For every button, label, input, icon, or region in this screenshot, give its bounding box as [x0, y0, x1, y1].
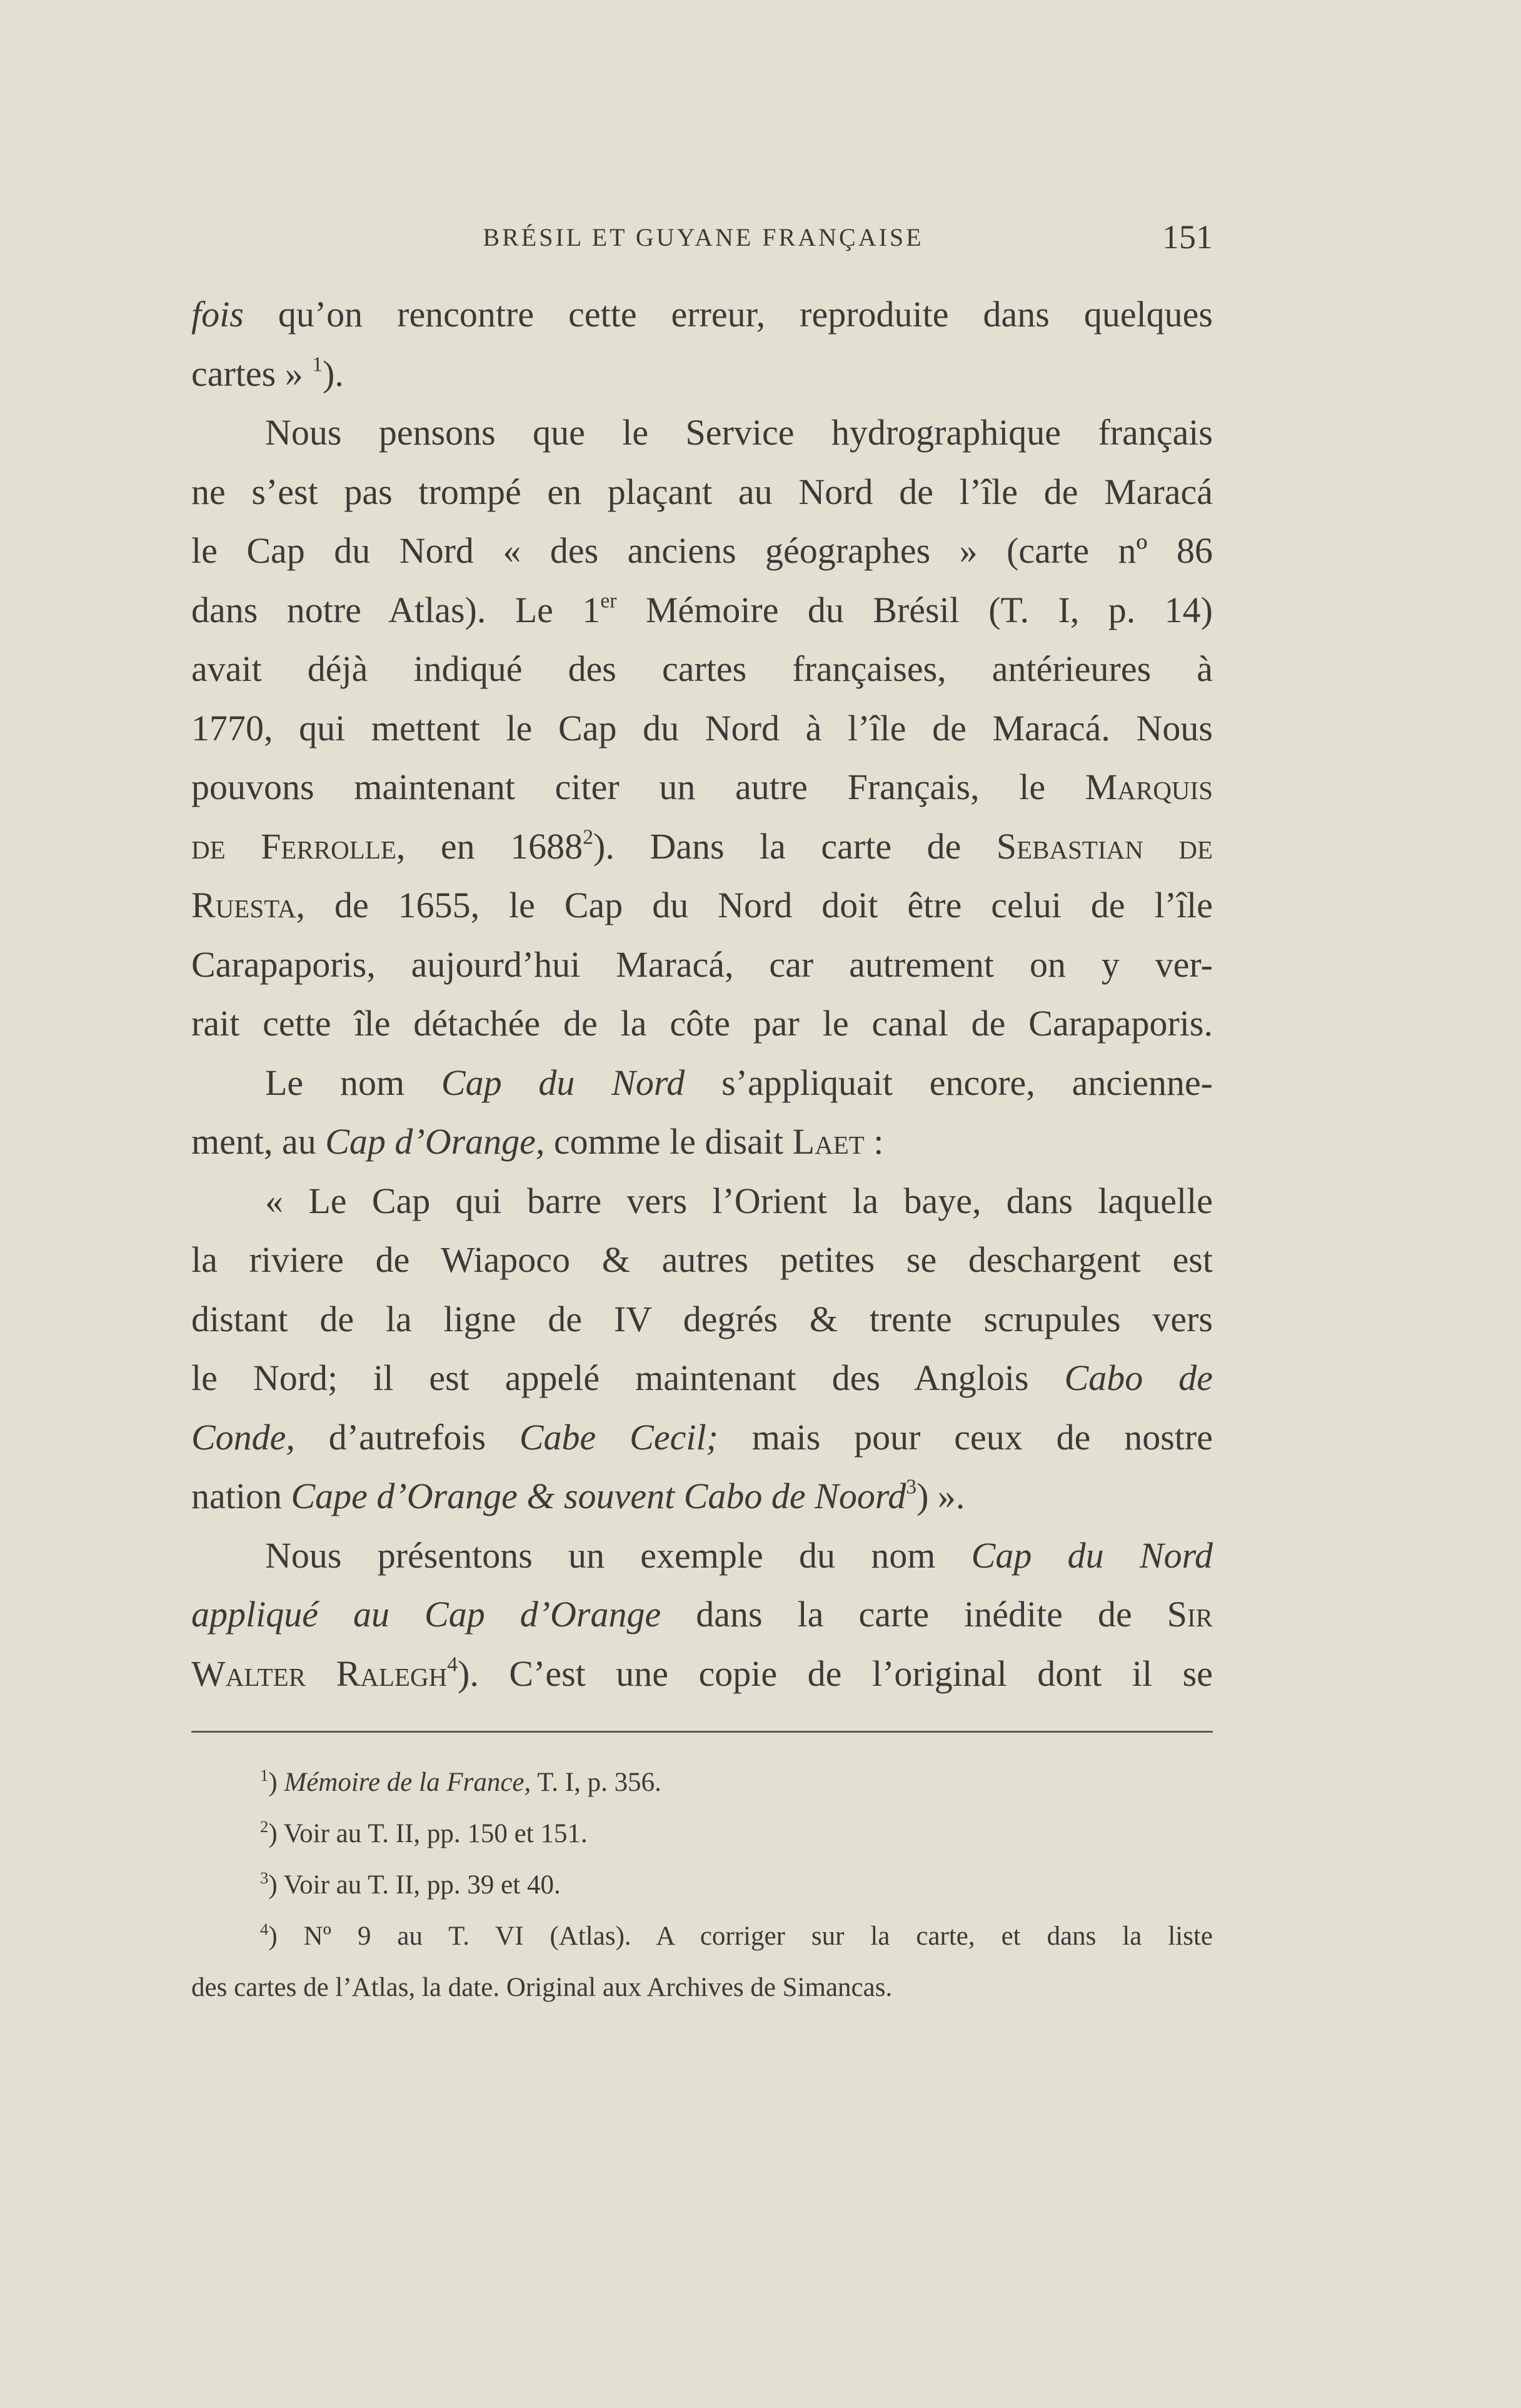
text-run: ). Dans la carte de	[593, 825, 996, 867]
body-line	[191, 994, 1213, 1054]
text-run: Cap d’Orange,	[325, 1121, 545, 1162]
footnote-line	[191, 1808, 1213, 1860]
text-run: 1770, qui mettent le Cap du Nord à l’île de Maracá. Nous	[191, 707, 1213, 748]
footnote-number: 1	[260, 1766, 269, 1785]
note-reference: er	[600, 588, 617, 612]
body-line	[191, 1585, 1213, 1645]
text-run: des cartes de l’Atlas, la date. Original aux Archives de Simancas.	[191, 1973, 893, 2002]
text-run: Le nom	[265, 1062, 441, 1103]
text-run: ment, au	[191, 1121, 326, 1162]
text-run: pouvons maintenant citer un autre Français, le	[191, 767, 1085, 807]
footnote-line	[191, 1911, 1213, 1962]
text-run: Conde,	[191, 1416, 295, 1458]
text-run: « Le Cap qui barre vers l’Orient la baye, dans laquelle	[265, 1180, 1213, 1221]
text-run: Cape d’Orange & souvent Cabo de Noord	[291, 1476, 906, 1516]
text-run: ).	[323, 353, 344, 394]
footnote-line	[191, 1860, 1213, 1911]
text-run: ) Nº 9 au T. VI (Atlas). A corriger sur la carte, et dans la liste	[268, 1922, 1213, 1951]
body-text	[191, 285, 1213, 1703]
text-run: dans notre Atlas). Le 1	[191, 589, 601, 630]
running-head	[194, 218, 1213, 255]
text-run: Carapaporis, aujourd’hui Maracá, car autrement on y ver-	[191, 944, 1213, 985]
body-line	[191, 876, 1213, 935]
footnote-rule	[191, 1731, 1213, 1733]
text-run: ) ».	[916, 1476, 965, 1516]
body-line	[191, 581, 1213, 640]
text-run: Marquis	[1085, 767, 1213, 807]
text-run: T. I, p. 356.	[531, 1768, 661, 1797]
text-run: ) Voir au T. II, pp. 39 et 40.	[268, 1870, 561, 1900]
text-run: Sebastian de	[996, 825, 1213, 867]
body-line	[191, 403, 1213, 463]
text-run: appliqué au Cap d’Orange	[191, 1594, 661, 1635]
body-line	[191, 1349, 1213, 1408]
body-line	[191, 935, 1213, 995]
text-run: le Nord; il est appelé maintenant des Anglois	[191, 1358, 1065, 1398]
body-line	[191, 1172, 1213, 1231]
text-run: rait cette île détachée de la côte par le canal de Carapaporis.	[191, 1003, 1213, 1044]
text-run: Mémoire de la France,	[284, 1768, 531, 1797]
footnote-line	[191, 1962, 1213, 2013]
text-run: le Cap du Nord « des anciens géographes » (carte nº 86	[191, 530, 1213, 571]
text-run: la riviere de Wiapoco & autres petites se deschargent est	[191, 1239, 1213, 1280]
text-run: s’appliquait encore, ancienne-	[685, 1062, 1213, 1103]
note-reference: 4	[447, 1652, 458, 1676]
footnote-number: 4	[260, 1920, 269, 1939]
text-run: de Ferrolle	[191, 825, 396, 867]
page-number: 151	[1162, 218, 1213, 256]
body-line	[191, 1054, 1213, 1113]
body-line	[191, 1112, 1213, 1172]
body-line	[191, 345, 1213, 404]
note-reference: 2	[583, 825, 593, 849]
text-run: ) Voir au T. II, pp. 150 et 151.	[268, 1819, 588, 1848]
body-line	[191, 758, 1213, 817]
text-run: qu’on rencontre cette erreur, reproduite dans quelques	[243, 294, 1213, 335]
running-title: BRÉSIL ET GUYANE FRANÇAISE	[483, 223, 924, 251]
text-run: :	[864, 1121, 884, 1162]
text-run: Cap du Nord	[971, 1534, 1213, 1576]
text-run: nation	[191, 1476, 291, 1516]
text-run: , de 1655, le Cap du Nord doit être celui de l’île	[296, 885, 1213, 925]
note-reference: 1	[312, 352, 323, 376]
body-line	[191, 1645, 1213, 1704]
footnote-line	[191, 1757, 1213, 1808]
text-run: fois	[191, 294, 244, 335]
text-run: Cabo de	[1064, 1358, 1213, 1398]
text-run: ). C’est une copie de l’original dont il se	[458, 1653, 1213, 1694]
text-run: Sir	[1167, 1594, 1213, 1635]
text-run: Mémoire du Brésil (T. I, p. 14)	[616, 589, 1213, 630]
body-line	[191, 1231, 1213, 1290]
footnotes	[191, 1757, 1213, 2013]
text-run: Nous pensons que le Service hydrographique français	[265, 412, 1213, 453]
note-reference: 3	[906, 1475, 917, 1499]
body-line	[191, 1467, 1213, 1526]
footnote-number: 2	[260, 1817, 269, 1836]
text-run: Cabe Cecil;	[519, 1416, 718, 1458]
text-run: dans la carte inédite de	[661, 1594, 1167, 1635]
footnote-number: 3	[260, 1868, 269, 1888]
text-run: Walter Ralegh	[191, 1653, 448, 1694]
body-line	[191, 463, 1213, 522]
body-line	[191, 521, 1213, 581]
text-run: comme le disait	[545, 1121, 793, 1162]
text-run: cartes »	[191, 353, 313, 394]
text-run: d’autrefois	[294, 1416, 520, 1458]
body-line	[191, 1526, 1213, 1586]
body-line	[191, 1408, 1213, 1468]
text-run: Cap du Nord	[441, 1062, 685, 1103]
text-run: avait déjà indiqué des cartes françaises, antérieures à	[191, 648, 1213, 689]
text-run: mais pour ceux de nostre	[718, 1416, 1213, 1458]
body-line	[191, 640, 1213, 699]
text-run: Ruesta	[191, 885, 296, 925]
text-run: , en 1688	[396, 825, 583, 867]
text-run: distant de la ligne de IV degrés & trente scrupules vers	[191, 1298, 1213, 1339]
body-line	[191, 817, 1213, 877]
text-run: ne s’est pas trompé en plaçant au Nord de l’île de Maracá	[191, 471, 1213, 512]
text-run: Nous présentons un exemple du nom	[265, 1534, 971, 1576]
body-line	[191, 1290, 1213, 1349]
text-run: )	[268, 1768, 284, 1797]
text-run: Laet	[792, 1121, 865, 1162]
body-line	[191, 699, 1213, 758]
body-line	[191, 285, 1213, 345]
